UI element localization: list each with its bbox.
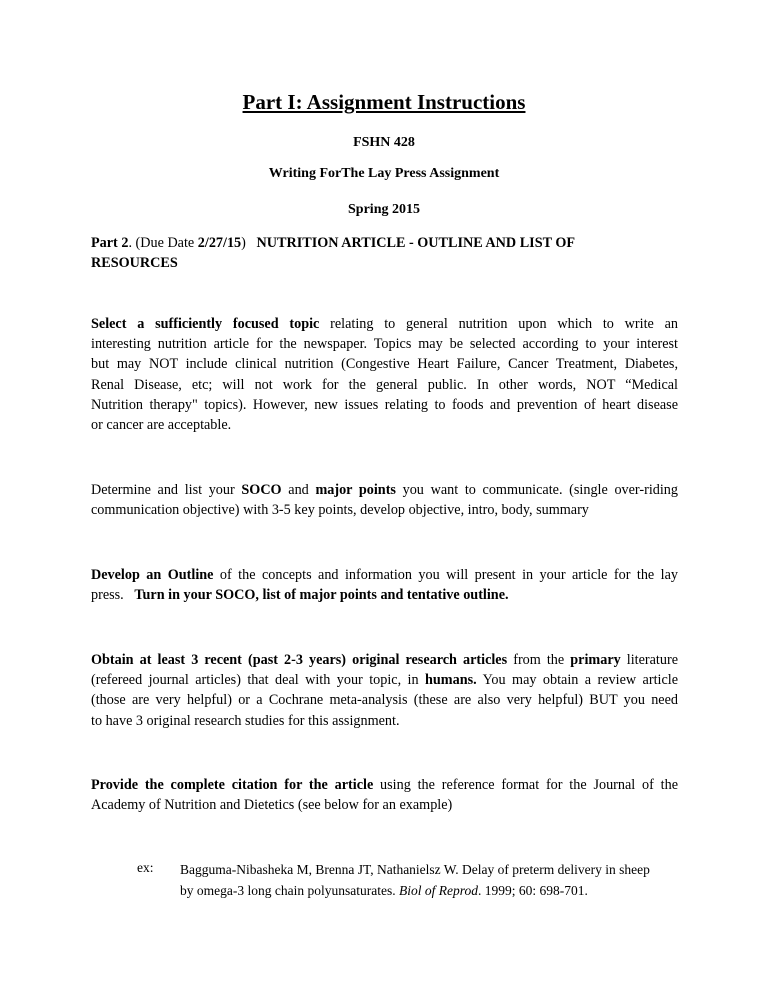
topic-line: Renal Disease, etc; will not work for the general public. In other words, NOT “Medical [91,376,678,393]
due-suffix: ) [241,235,246,251]
assignment-name: Writing ForThe Lay Press Assignment [268,166,500,181]
major-points-term: major points [315,482,396,498]
citation-line: Academy of Nutrition and Dietetics (see below for an example) [91,797,453,814]
humans-term: humans. [425,672,477,689]
topic-text: relating to general nutrition upon which to write an [319,316,678,332]
example-line: Bagguma-Nibasheka M, Brenna JT, Nathanielsz W. Delay of preterm delivery in sheep [180,862,650,877]
part2-label: Part 2 [91,235,129,251]
example-line: by omega-3 long chain polyunsaturates. [180,882,399,898]
soco-term: SOCO [241,482,282,498]
term: Spring 2015 [348,202,420,217]
topic-lead: Select a sufficiently focused topic [91,316,320,332]
research-line: to have 3 original research studies for this assignment. [91,712,400,729]
topic-line: but may NOT include clinical nutrition (Congestive Heart Failure, Cancer Treatment, Diabetes, [91,356,678,373]
soco-line: communication objective) with 3-5 key points, develop objective, intro, body, summary [91,502,589,519]
research-line: (those are very helpful) or a Cochrane meta-analysis (these are also very helpful) BUT you need [91,692,678,709]
topic-line: Nutrition therapy" topics). However, new issues relating to foods and prevention of heart disease [91,396,678,413]
topic-line: or cancer are acceptable. [91,417,232,434]
primary-term: primary [570,652,621,668]
example-line: . 1999; 60: 698-701. [477,882,588,898]
soco-paragraph [91,480,678,520]
soco-text: you want to communicate. (single over-riding [395,482,678,498]
research-text: from the [507,652,571,668]
example-journal: Biol of Reprod [398,882,478,898]
outline-paragraph [91,565,678,605]
research-lead: Obtain at least 3 recent (past 2-3 years) original research articles [91,652,508,668]
outline-turn-in: Turn in your SOCO, list of major points and tentative outline. [134,587,509,604]
research-text: You may obtain a review article [476,672,678,689]
citation-text: using the reference format for the Journal of the [373,777,678,793]
part2-title: NUTRITION ARTICLE - OUTLINE AND LIST OF [256,235,576,251]
topic-paragraph [91,314,678,435]
outline-lead: Develop an Outline [91,567,214,583]
page-title: Part I: Assignment Instructions [242,90,526,114]
course-code: FSHN 428 [353,135,415,150]
citation-paragraph [91,775,678,815]
due-date: 2/27/15 [197,235,242,251]
due-prefix: . (Due Date [128,235,198,251]
example-label: ex: [137,860,154,875]
citation-lead: Provide the complete citation for the article [91,777,374,793]
part2-heading [91,233,678,273]
topic-line: interesting nutrition article for the newspaper. Topics may be selected according to your interest [91,336,678,353]
research-text: (refereed journal articles) that deal with your topic, in [91,672,426,689]
research-text: literature [620,652,678,668]
research-paragraph [91,650,678,731]
example-citation [180,860,680,901]
outline-text: of the concepts and information you will present in your article for the lay [213,567,678,583]
soco-text: Determine and list your [91,482,242,498]
outline-text: press. [91,587,135,604]
part2-title-cont: RESOURCES [91,255,178,272]
soco-text: and [281,482,316,498]
